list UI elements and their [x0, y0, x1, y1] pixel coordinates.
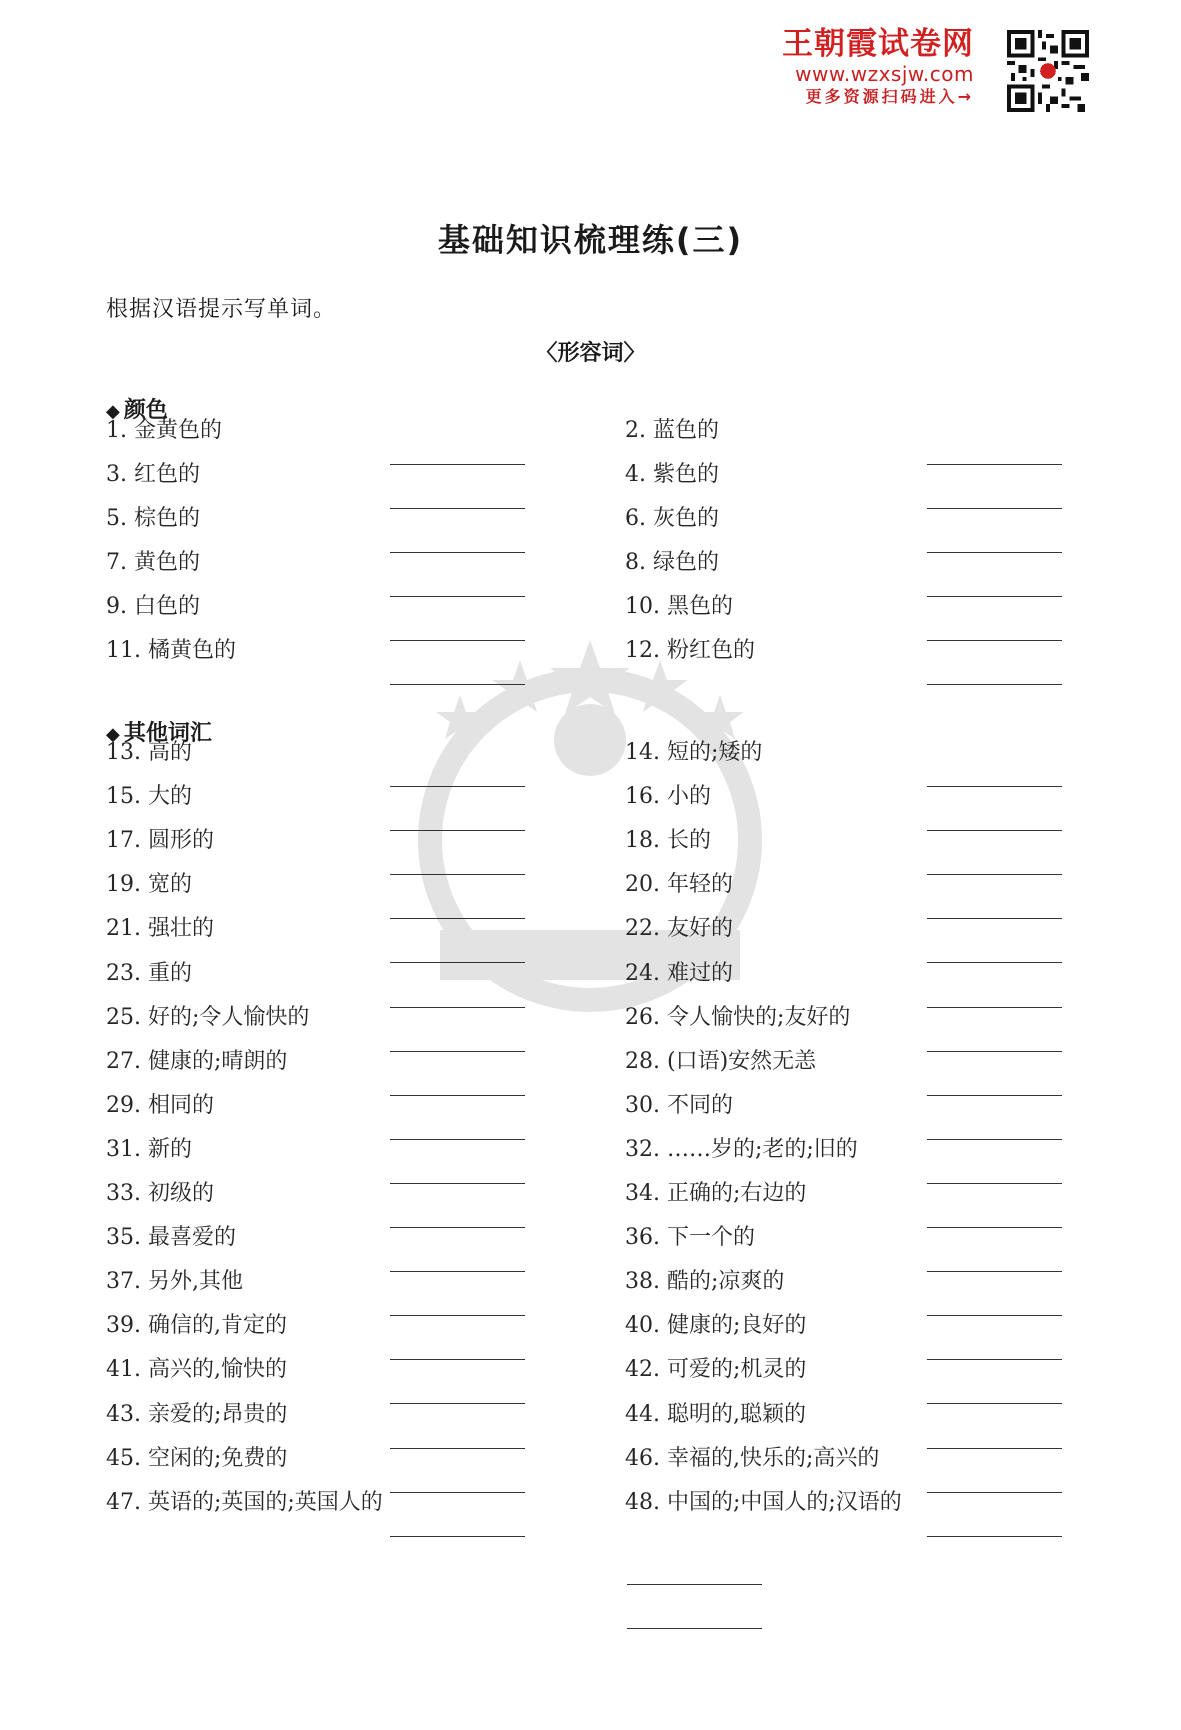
vocab-item: 19. 宽的	[106, 872, 192, 898]
answer-blank[interactable]	[927, 595, 1062, 597]
vocab-item: 12. 粉红色的	[625, 638, 755, 663]
answer-blank[interactable]	[390, 683, 525, 685]
answer-blank[interactable]	[927, 1535, 1062, 1537]
vocab-item: 40. 健康的;良好的	[625, 1313, 807, 1339]
vocab-item: 32. ……岁的;老的;旧的	[625, 1136, 858, 1162]
answer-blank[interactable]	[927, 1270, 1062, 1272]
answer-blank[interactable]	[390, 1447, 525, 1449]
vocab-item: 35. 最喜爱的	[106, 1225, 236, 1251]
answer-blank[interactable]	[390, 1491, 525, 1493]
vocab-item: 10. 黑色的	[625, 594, 733, 619]
answer-blank[interactable]	[390, 1182, 525, 1184]
vocab-item: 48. 中国的;中国人的;汉语的	[625, 1489, 902, 1515]
category-others-label: 其他词汇	[123, 721, 212, 746]
vocab-item: 28. (口语)安然无恙	[625, 1048, 817, 1074]
vocab-item: 26. 令人愉快的;友好的	[625, 1004, 851, 1030]
answer-blank[interactable]	[390, 1314, 525, 1316]
vocab-item: 25. 好的;令人愉快的	[106, 1004, 310, 1030]
vocab-item: 42. 可爱的;机灵的	[625, 1357, 807, 1383]
answer-blank[interactable]	[390, 1094, 525, 1096]
section-title: 〈形容词〉	[535, 341, 646, 366]
vocab-item: 47. 英语的;英国的;英国人的	[106, 1489, 383, 1515]
answer-blank[interactable]	[927, 1006, 1062, 1008]
answer-blank[interactable]	[927, 1050, 1062, 1052]
vocab-item: 41. 高兴的,愉快的	[106, 1357, 287, 1383]
answer-blank[interactable]	[927, 873, 1062, 875]
diamond-icon: ◆	[106, 724, 120, 745]
answer-blank[interactable]	[927, 1491, 1062, 1493]
answer-blank[interactable]	[390, 507, 525, 509]
answer-blank[interactable]	[927, 1314, 1062, 1316]
vocab-item: 46. 幸福的,快乐的;高兴的	[625, 1445, 880, 1471]
vocab-item: 29. 相同的	[106, 1092, 214, 1118]
vocab-item: 30. 不同的	[625, 1092, 733, 1118]
vocab-item: 18. 长的	[625, 828, 711, 854]
answer-blank[interactable]	[390, 917, 525, 919]
answer-blank[interactable]	[390, 785, 525, 787]
vocab-item: 6. 灰色的	[625, 506, 719, 531]
answer-blank[interactable]	[390, 1226, 525, 1228]
answer-blank[interactable]	[390, 1270, 525, 1272]
page-title: 基础知识梳理练(三)	[437, 221, 744, 259]
brand-tagline: 更多资源扫码进入→	[805, 87, 974, 106]
answer-blank[interactable]	[390, 1358, 525, 1360]
vocab-item: 17. 圆形的	[106, 828, 214, 854]
vocab-item: 33. 初级的	[106, 1181, 214, 1206]
answer-blank[interactable]	[390, 1006, 525, 1008]
answer-blank[interactable]	[927, 639, 1062, 641]
answer-blank[interactable]	[390, 551, 525, 553]
qr-code-icon[interactable]	[1007, 30, 1089, 112]
vocab-item: 24. 难过的	[625, 960, 733, 986]
answer-blank[interactable]	[627, 1583, 762, 1585]
vocab-item: 34. 正确的;右边的	[625, 1181, 807, 1206]
answer-blank[interactable]	[390, 1535, 525, 1537]
diamond-icon: ◆	[106, 401, 120, 422]
answer-blank[interactable]	[927, 507, 1062, 509]
answer-blank[interactable]	[927, 1094, 1062, 1096]
vocab-item: 22. 友好的	[625, 916, 733, 942]
vocab-item: 20. 年轻的	[625, 872, 733, 898]
answer-blank[interactable]	[390, 1402, 525, 1404]
answer-blank[interactable]	[927, 551, 1062, 553]
vocab-item: 5. 棕色的	[106, 506, 200, 531]
answer-blank[interactable]	[627, 1627, 762, 1629]
vocab-item: 21. 强壮的	[106, 916, 214, 942]
vocab-item: 15. 大的	[106, 784, 192, 810]
vocab-item: 44. 聪明的,聪颖的	[625, 1401, 806, 1427]
vocab-item: 11. 橘黄色的	[106, 638, 236, 663]
vocab-item: 39. 确信的,肯定的	[106, 1313, 287, 1339]
answer-blank[interactable]	[927, 1402, 1062, 1404]
answer-blank[interactable]	[927, 1358, 1062, 1360]
answer-blank[interactable]	[927, 1447, 1062, 1449]
brand-block	[782, 26, 974, 108]
answer-blank[interactable]	[390, 639, 525, 641]
answer-blank[interactable]	[390, 1138, 525, 1140]
vocab-item: 2. 蓝色的	[625, 418, 719, 443]
vocab-item: 43. 亲爱的;昂贵的	[106, 1401, 288, 1427]
vocab-item: 27. 健康的;晴朗的	[106, 1048, 288, 1074]
vocab-item: 13. 高的	[106, 740, 192, 765]
answer-blank[interactable]	[927, 961, 1062, 963]
vocab-item: 1. 金黄色的	[106, 418, 222, 443]
vocab-item: 16. 小的	[625, 784, 711, 810]
answer-blank[interactable]	[927, 463, 1062, 465]
brand-name: 王朝霞试卷网	[782, 26, 974, 62]
answer-blank[interactable]	[390, 829, 525, 831]
answer-blank[interactable]	[390, 463, 525, 465]
vocab-item: 37. 另外,其他	[106, 1269, 243, 1295]
answer-blank[interactable]	[927, 829, 1062, 831]
vocab-item: 8. 绿色的	[625, 550, 719, 575]
category-colors-label: 颜色	[123, 398, 168, 423]
vocab-item: 31. 新的	[106, 1136, 192, 1162]
vocab-item: 7. 黄色的	[106, 550, 200, 575]
answer-blank[interactable]	[927, 683, 1062, 685]
answer-blank[interactable]	[390, 1050, 525, 1052]
vocab-item: 3. 红色的	[106, 462, 200, 487]
vocab-item: 14. 短的;矮的	[625, 740, 763, 765]
vocab-item: 9. 白色的	[106, 594, 200, 619]
answer-blank[interactable]	[390, 961, 525, 963]
vocab-item: 38. 酷的;凉爽的	[625, 1269, 785, 1295]
vocab-item: 4. 紫色的	[625, 462, 719, 487]
brand-url[interactable]: www.wzxsjw.com	[795, 62, 974, 86]
answer-blank[interactable]	[927, 785, 1062, 787]
answer-blank[interactable]	[927, 1182, 1062, 1184]
answer-blank[interactable]	[927, 917, 1062, 919]
answer-blank[interactable]	[390, 595, 525, 597]
vocab-item: 23. 重的	[106, 960, 192, 986]
vocab-item: 45. 空闲的;免费的	[106, 1445, 288, 1471]
vocab-item: 36. 下一个的	[625, 1225, 755, 1251]
answer-blank[interactable]	[927, 1138, 1062, 1140]
answer-blank[interactable]	[927, 1226, 1062, 1228]
answer-blank[interactable]	[390, 873, 525, 875]
instruction: 根据汉语提示写单词。	[106, 297, 337, 322]
